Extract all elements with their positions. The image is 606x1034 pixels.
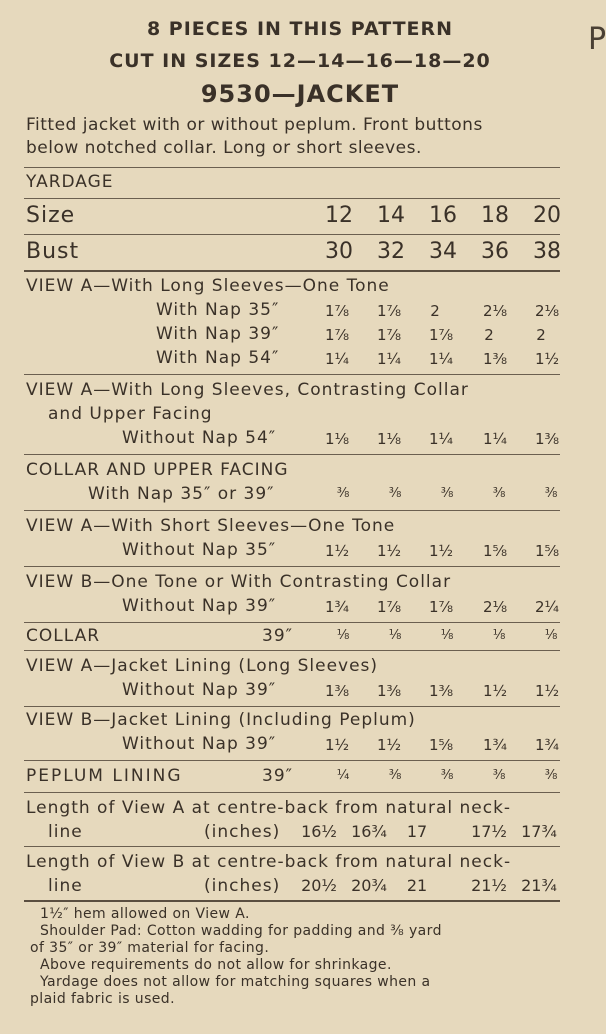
yardage-value: ¼ [336,768,350,783]
section-title: Length of View B at centre-back from natural neck- [26,852,512,872]
note-line: 1½″ hem allowed on View A. [40,906,250,922]
yardage-value: 1⅜ [482,350,508,368]
row-label: Without Nap 54″ [122,428,277,448]
yardage-value: ⅛ [544,628,558,643]
length-value: 20¾ [351,876,387,895]
yardage-value: 2 [536,326,546,344]
row-label: With Nap 54″ [156,348,280,368]
note-line: Above requirements do not allow for shrinkage. [40,957,392,973]
yardage-value: 2¼ [534,598,560,616]
pattern-title: 9530—JACKET [200,80,400,108]
divider [24,706,560,707]
divider [24,760,560,761]
yardage-value: 1⅜ [376,682,402,700]
yardage-value: 1⅞ [428,598,454,616]
yardage-label: YARDAGE [26,172,114,192]
divider [24,270,560,272]
yardage-value: 1½ [324,736,350,754]
size-value: 18 [481,203,509,228]
notes [30,906,565,1008]
yardage-value: ⅜ [492,486,506,501]
row-label: Without Nap 39″ [122,734,277,754]
yardage-value: ⅛ [492,628,506,643]
note-line: Shoulder Pad: Cotton wadding for padding and ⅜ yard [40,923,442,939]
yardage-value: 1⅞ [376,326,402,344]
length-value: 16¾ [351,822,387,841]
yardage-value: 1¼ [324,350,350,368]
row-label: With Nap 35″ or 39″ [88,484,275,504]
yardage-value: 1¾ [482,736,508,754]
yardage-value: 1⅞ [428,326,454,344]
yardage-value: 2⅛ [482,302,508,320]
divider [24,198,560,199]
length-value: 17 [406,822,428,841]
row-label: Without Nap 39″ [122,680,277,700]
divider [24,454,560,455]
section-title: COLLAR [26,626,101,646]
row-label: (inches) [204,822,281,842]
length-value: 21 [406,876,428,895]
yardage-value: 2⅛ [534,302,560,320]
yardage-value: 1¼ [428,350,454,368]
yardage-value: 1¼ [376,350,402,368]
yardage-value: 1⅞ [376,302,402,320]
description-line: below notched collar. Long or short sleeves. [26,138,422,158]
row-label: Without Nap 39″ [122,596,277,616]
yardage-value: 1½ [376,542,402,560]
yardage-value: 1½ [534,350,560,368]
length-value: 21½ [471,876,507,895]
yardage-value: 2 [430,302,440,320]
section-title: and Upper Facing [48,404,213,424]
section-title: COLLAR AND UPPER FACING [26,460,289,480]
divider [24,234,560,235]
row-label: With Nap 35″ [156,300,280,320]
yardage-value: 1⅝ [428,736,454,754]
section-title: VIEW A—Jacket Lining (Long Sleeves) [26,656,379,676]
bust-value: 32 [377,239,405,264]
length-value: 17¾ [521,822,557,841]
divider [24,566,560,567]
row-label: Without Nap 35″ [122,540,277,560]
yardage-value: ⅜ [336,486,350,501]
row-label: With Nap 39″ [156,324,280,344]
yardage-value: 1⅛ [376,430,402,448]
yardage-value: 1¼ [482,430,508,448]
yardage-value: 1⅝ [482,542,508,560]
section-title: VIEW B—Jacket Lining (Including Peplum) [26,710,416,730]
yardage-value: ⅜ [440,486,454,501]
yardage-value: 1⅛ [324,430,350,448]
note-line: of 35″ or 39″ material for facing. [30,940,270,956]
row-label: 39″ [262,766,293,786]
yardage-value: 1⅝ [534,542,560,560]
yardage-value: 1⅞ [376,598,402,616]
divider [24,650,560,651]
yardage-value: ⅜ [544,486,558,501]
bust-value: 38 [533,239,561,264]
yardage-value: 1¾ [534,736,560,754]
yardage-value: 2 [484,326,494,344]
yardage-value: ⅜ [492,768,506,783]
row-label: line [48,822,83,842]
row-label: line [48,876,83,896]
description [26,114,566,160]
section-title: PEPLUM LINING [26,766,183,786]
yardage-value: ⅛ [388,628,402,643]
yardage-value: ⅛ [440,628,454,643]
note-line: Yardage does not allow for matching squares when a [40,974,431,990]
edge-letter: P [588,22,606,57]
divider [24,167,560,168]
yardage-value: ⅜ [440,768,454,783]
divider [24,510,560,511]
yardage-value: 1⅞ [324,326,350,344]
length-value: 16½ [301,822,337,841]
size-value: 14 [377,203,405,228]
length-value: 17½ [471,822,507,841]
yardage-value: 1⅜ [324,682,350,700]
size-value: 16 [429,203,457,228]
row-label: 39″ [262,626,293,646]
yardage-value: 1⅜ [534,430,560,448]
yardage-value: 1¼ [428,430,454,448]
sizes-heading: CUT IN SIZES 12—14—16—18—20 [109,50,491,72]
size-value: 12 [325,203,353,228]
pieces-heading: 8 PIECES IN THIS PATTERN [146,18,454,40]
yardage-value: 1½ [376,736,402,754]
section-title: Length of View A at centre-back from natural neck- [26,798,512,818]
description-line: Fitted jacket with or without peplum. Front buttons [26,115,483,135]
yardage-value: 2⅛ [482,598,508,616]
length-value: 20½ [301,876,337,895]
bust-value: 34 [429,239,457,264]
section-title: VIEW B—One Tone or With Contrasting Collar [26,572,452,592]
size-label: Size [26,203,76,228]
divider [24,792,560,793]
length-value: 21¾ [521,876,557,895]
yardage-value: ⅜ [544,768,558,783]
divider [24,846,560,847]
bust-value: 30 [325,239,353,264]
section-title: VIEW A—With Long Sleeves—One Tone [26,276,390,296]
divider [24,622,560,623]
yardage-value: ⅜ [388,768,402,783]
note-line: plaid fabric is used. [30,991,175,1007]
yardage-value: 1½ [324,542,350,560]
section-title: VIEW A—With Short Sleeves—One Tone [26,516,396,536]
yardage-value: 1⅜ [428,682,454,700]
size-value: 20 [533,203,561,228]
yardage-value: 1½ [428,542,454,560]
row-label: (inches) [204,876,281,896]
divider [24,374,560,375]
yardage-value: ⅛ [336,628,350,643]
divider [24,900,560,902]
yardage-value: ⅜ [388,486,402,501]
section-title: VIEW A—With Long Sleeves, Contrasting Collar [26,380,469,400]
yardage-value: 1⅞ [324,302,350,320]
yardage-value: 1¾ [324,598,350,616]
yardage-value: 1½ [482,682,508,700]
yardage-value: 1½ [534,682,560,700]
bust-label: Bust [26,239,80,264]
bust-value: 36 [481,239,509,264]
